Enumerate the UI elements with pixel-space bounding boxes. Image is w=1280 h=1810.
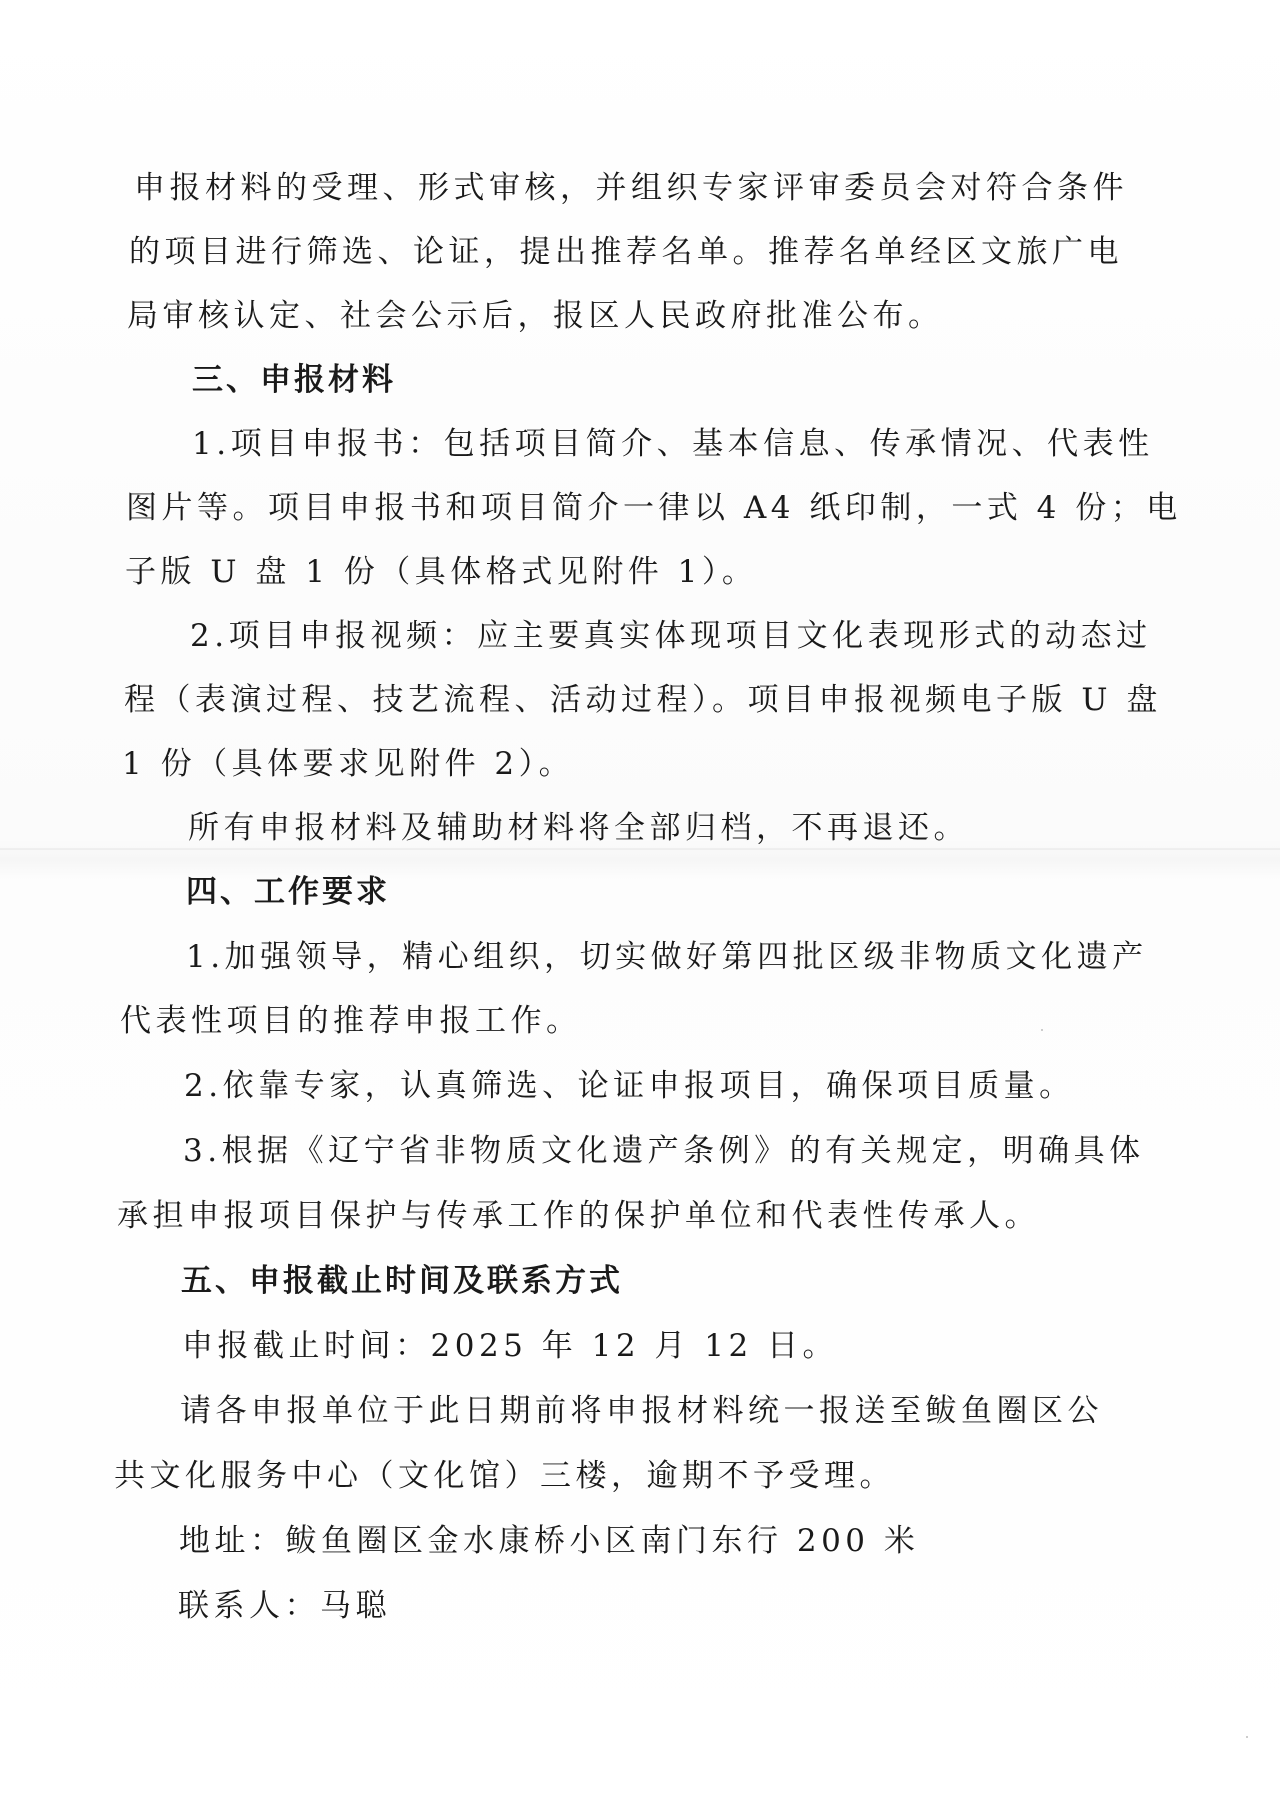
paragraph-line: 代表性项目的推荐申报工作。 — [120, 1003, 582, 1039]
paragraph-line: 1 份（具体要求见附件 2）。 — [122, 746, 575, 782]
page-fold-shadow — [0, 848, 1280, 850]
paragraph-line: 地址：鲅鱼圈区金水康桥小区南门东行 200 米 — [179, 1523, 920, 1559]
section-heading-3: 三、申报材料 — [192, 362, 396, 398]
paragraph-line: 请各申报单位于此日期前将申报材料统一报送至鲅鱼圈区公 — [180, 1393, 1103, 1429]
paragraph-line: 3.根据《辽宁省非物质文化遗产条例》的有关规定，明确具体 — [183, 1133, 1145, 1169]
paragraph-line: 子版 U 盘 1 份（具体格式见附件 1）。 — [125, 554, 758, 590]
paragraph-line: 2.依靠专家，认真筛选、论证申报项目，确保项目质量。 — [184, 1068, 1075, 1104]
paragraph-line: 1.加强领导，精心组织，切实做好第四批区级非物质文化遗产 — [186, 939, 1148, 975]
section-heading-5: 五、申报截止时间及联系方式 — [181, 1263, 623, 1299]
paragraph-line: 承担申报项目保护与传承工作的保护单位和代表性传承人。 — [117, 1198, 1040, 1234]
paragraph-line: 联系人：马聪 — [178, 1588, 391, 1624]
scan-speck — [1246, 1736, 1248, 1738]
scan-speck — [1041, 1029, 1043, 1031]
paragraph-line: 程（表演过程、技艺流程、活动过程）。项目申报视频电子版 U 盘 — [124, 682, 1162, 718]
paragraph-line: 2.项目申报视频：应主要真实体现项目文化表现形式的动态过 — [190, 618, 1152, 654]
paragraph-line: 共文化服务中心（文化馆）三楼，逾期不予受理。 — [114, 1458, 895, 1494]
paragraph-line: 图片等。项目申报书和项目简介一律以 A4 纸印制，一式 4 份；电 — [126, 490, 1182, 526]
paragraph-line: 所有申报材料及辅助材料将全部归档，不再退还。 — [188, 810, 969, 846]
paragraph-line: 1.项目申报书：包括项目简介、基本信息、传承情况、代表性 — [192, 426, 1154, 462]
paragraph-line: 局审核认定、社会公示后，报区人民政府批准公布。 — [127, 298, 944, 334]
paragraph-line: 申报材料的受理、形式审核，并组织专家评审委员会对符合条件 — [134, 170, 1128, 206]
paragraph-line: 的项目进行筛选、论证，提出推荐名单。推荐名单经区文旅广电 — [129, 234, 1123, 270]
paragraph-line: 申报截止时间：2025 年 12 月 12 日。 — [182, 1328, 839, 1364]
section-heading-4: 四、工作要求 — [186, 874, 390, 910]
